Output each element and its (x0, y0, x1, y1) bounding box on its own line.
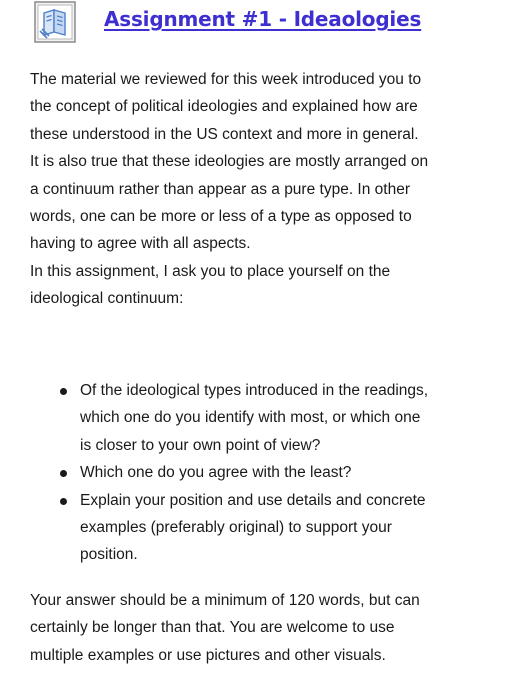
bullet-icon (60, 388, 67, 395)
assignment-title-link[interactable]: Assignment #1 - Ideaologies (104, 7, 422, 31)
list-item (59, 487, 429, 569)
assignment-description (30, 66, 510, 313)
closing-paragraph: Your answer should be a minimum of 120 words, but can certainly be longer than that. You are welcome to use multiple examples or use pictures and other visuals. (30, 592, 420, 664)
list-item (59, 459, 429, 486)
intro-paragraph: The material we reviewed for this week introduced you to the concept of political ideologies and explained how are these understood in the US context and more in general. It is also true that these ideologies are mostly arranged on a continuum rather than appear as a pure type. In other words, one can be more or less of a type as opposed to having to agree with all aspects. (30, 71, 429, 253)
question-text: Of the ideological types introduced in the readings, which one do you identify with most, or which one is closer to your own point of view? (80, 382, 429, 454)
bullet-icon (60, 470, 67, 477)
assignment-instruction: In this assignment, I ask you to place yourself on the ideological continuum: (30, 262, 391, 308)
bullet-icon (60, 498, 67, 505)
question-text: Explain your position and use details and concrete examples (preferably original) to support your position. (80, 491, 426, 564)
list-item (59, 377, 429, 459)
assignment-icon (34, 1, 76, 43)
assignment-header (34, 0, 504, 46)
question-list (59, 377, 429, 569)
question-text: Which one do you agree with the least? (80, 464, 352, 482)
